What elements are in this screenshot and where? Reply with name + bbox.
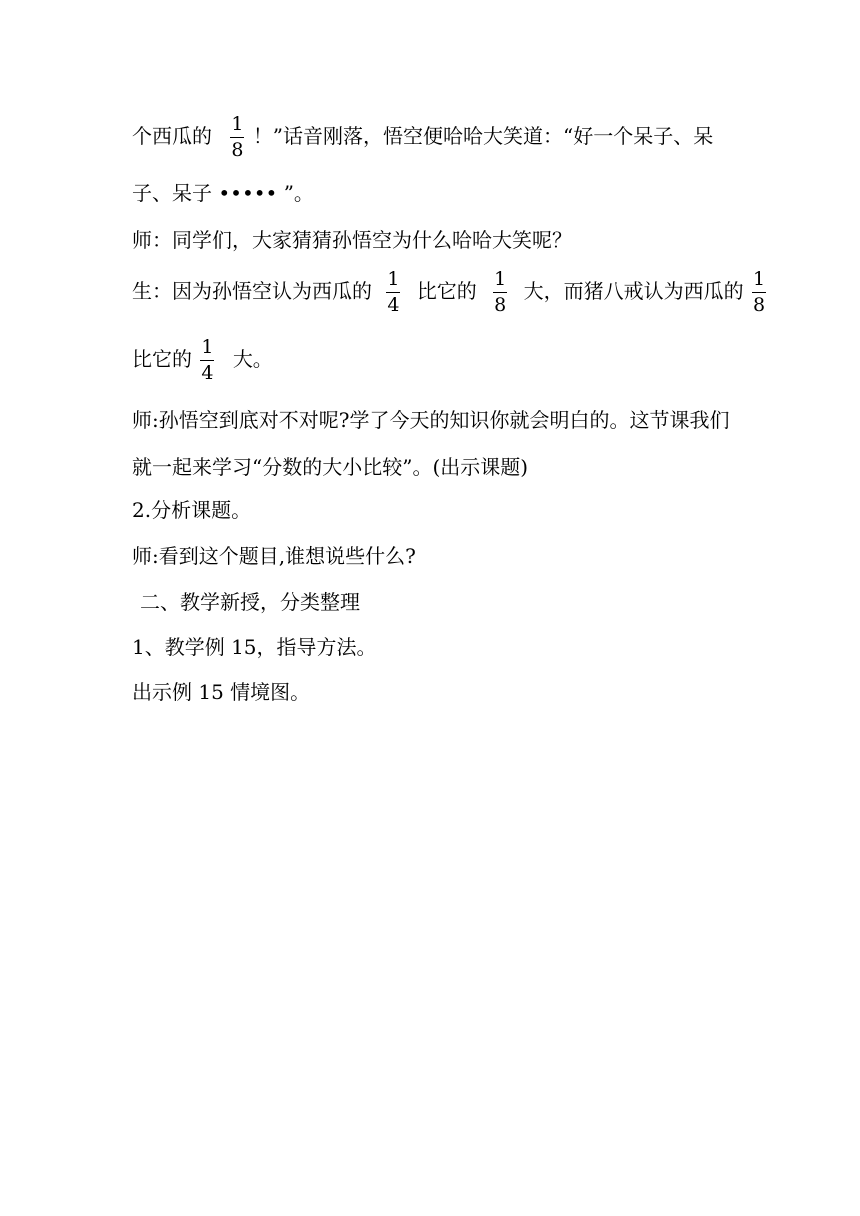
fraction-denominator: 8 xyxy=(494,294,507,316)
paragraph-line-1 xyxy=(132,115,713,160)
text-segment: 个西瓜的 xyxy=(132,124,212,148)
text-segment: 出示例 15 情境图。 xyxy=(132,680,311,704)
fraction-denominator: 4 xyxy=(387,294,400,316)
paragraph-line-6 xyxy=(132,410,729,430)
fraction-numerator: 1 xyxy=(201,336,214,358)
text-segment: 1、教学例 15，指导方法。 xyxy=(132,635,377,659)
text-segment: 2.分析课题。 xyxy=(132,498,252,522)
fraction-one-eighth xyxy=(752,270,766,315)
text-segment: 大。 xyxy=(232,347,273,371)
paragraph-line-9 xyxy=(132,546,416,566)
text-segment: 师:孙悟空到底对不对呢?学了今天的知识你就会明白的。这节课我们 xyxy=(132,408,730,432)
paragraph-line-12 xyxy=(132,682,310,702)
paragraph-line-4 xyxy=(132,270,768,315)
fraction-bar xyxy=(386,292,400,293)
text-segment: 生：因为孙悟空认为西瓜的 xyxy=(132,279,372,303)
section-heading xyxy=(140,592,360,612)
fraction-denominator: 8 xyxy=(752,294,766,316)
text-segment: 就一起来学习“分数的大小比较”。(出示课题) xyxy=(132,455,529,479)
paragraph-line-11 xyxy=(132,637,377,657)
fraction-numerator: 1 xyxy=(494,268,507,290)
fraction-denominator: 4 xyxy=(201,362,214,384)
text-segment: 大，而猪八戒认为西瓜的 xyxy=(523,279,744,303)
fraction-denominator: 8 xyxy=(231,139,244,161)
paragraph-line-2 xyxy=(132,183,314,203)
paragraph-line-5 xyxy=(132,338,273,383)
fraction-one-quarter xyxy=(200,338,214,383)
text-segment: 师:看到这个题目,谁想说些什么? xyxy=(132,544,416,568)
fraction-bar xyxy=(230,137,244,138)
text-segment: 比它的 xyxy=(132,347,192,371)
fraction-bar xyxy=(200,360,214,361)
paragraph-line-8 xyxy=(132,500,251,520)
text-segment: ！”话音刚落，悟空便哈哈大笑道：“好一个呆子、呆 xyxy=(252,124,714,148)
text-segment: 子、呆子 ••••• ”。 xyxy=(132,181,314,205)
text-segment: 师：同学们，大家猜猜孙悟空为什么哈哈大笑呢？ xyxy=(132,228,572,252)
fraction-numerator: 1 xyxy=(387,268,400,290)
fraction-one-eighth xyxy=(493,270,507,315)
paragraph-line-7 xyxy=(132,457,528,477)
fraction-numerator: 1 xyxy=(752,268,766,290)
fraction-one-quarter xyxy=(386,270,400,315)
text-segment: 二、教学新授，分类整理 xyxy=(140,590,360,614)
paragraph-line-3 xyxy=(132,230,572,250)
text-segment: 比它的 xyxy=(416,279,477,303)
fraction-bar xyxy=(752,292,766,293)
fraction-one-eighth xyxy=(230,115,244,160)
fraction-bar xyxy=(493,292,507,293)
fraction-numerator: 1 xyxy=(231,113,244,135)
